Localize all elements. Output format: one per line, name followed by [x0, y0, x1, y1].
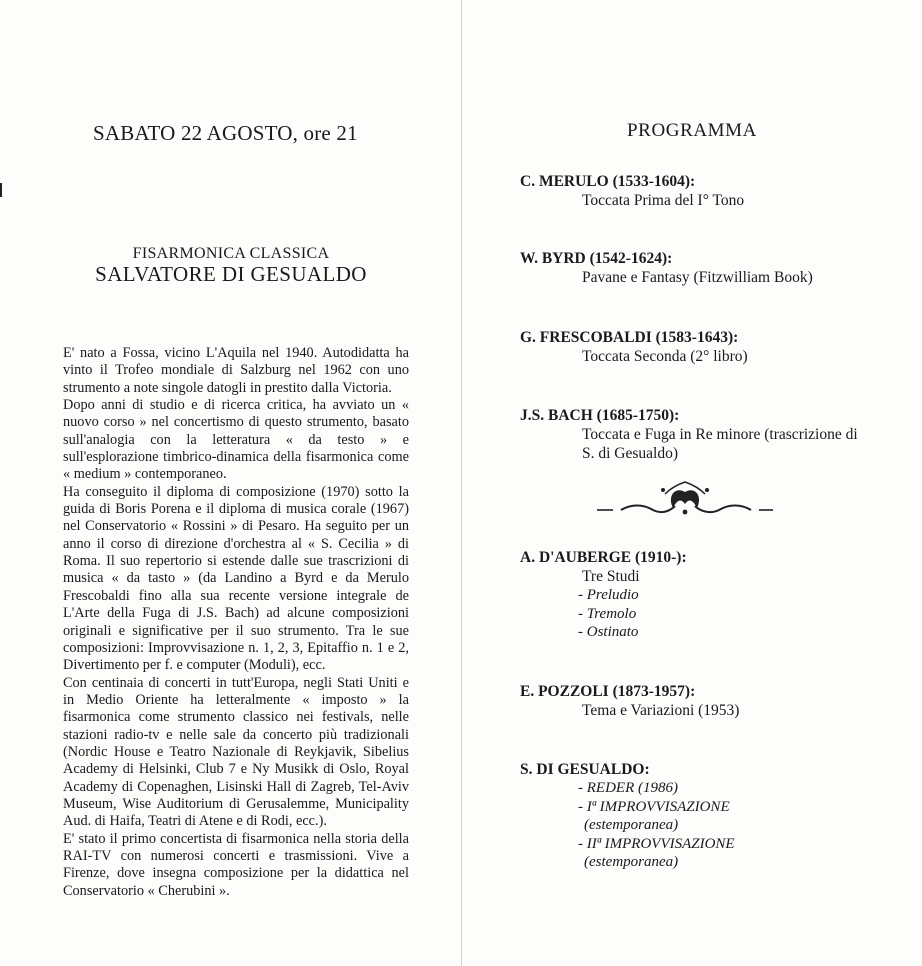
movement-item: - Tremolo [578, 605, 637, 622]
edge-mark [0, 183, 2, 197]
composer-name: G. FRESCOBALDI (1583-1643): [520, 329, 739, 346]
program-entry-merulo [520, 172, 920, 210]
ornament-divider [595, 478, 775, 518]
program-entry-frescobaldi [520, 328, 920, 366]
composer-name: S. DI GESUALDO: [520, 761, 650, 778]
program-entry-byrd [520, 249, 920, 287]
work-note: (estemporanea) [584, 817, 679, 833]
work-title: Toccata Prima del I° Tono [582, 192, 745, 209]
work-title: Toccata e Fuga in Re minore (trascrizione di S. di Gesualdo) [582, 426, 858, 462]
work-title: Toccata Seconda (2° libro) [582, 348, 748, 365]
work-item: - IIª IMPROVVISAZIONE [578, 835, 735, 852]
composer-name: W. BYRD (1542-1624): [520, 250, 673, 267]
program-entry-pozzoli [520, 682, 920, 720]
movement-item: - Preludio [578, 587, 639, 603]
performer-name: SALVATORE DI GESUALDO [95, 262, 367, 286]
bio-paragraph: E' nato a Fossa, vicino L'Aquila nel 1940. Autodidatta ha vinto il Trofeo mondiale di Salzburg nel 1962 con uno strumento a note singole datogli in prestito dalla Victoria. [63, 345, 409, 396]
concert-date: SABATO 22 AGOSTO, ore 21 [93, 121, 358, 145]
bio-paragraph: E' stato il primo concertista di fisarmonica nella storia della RAI-TV con numerosi concerti e trasmissioni. Vive a Firenze, dove insegna composizione per la didattica nel Conservatorio « Cherubini ». [63, 830, 409, 899]
bio-paragraph: Con centinaia di concerti in tutt'Europa, negli Stati Uniti e in Medio Oriente ha letteralmente « imposto » la fisarmonica come strumento classico nei festivals, nelle stazioni radio-tv e nelle sale da concerto più tradizionali (Nordic House e Teatro Nazionale di Reykjavik, Sibelius Academy di Helsinki, Club 7 e Ny Musikk di Oslo, Royal Academy di Copenaghen, Lisinski Hall di Zagreb, Tel-Aviv Museum, Wise Auditorium di Gerusalemme, Municipality Aud. di Haifa, Teatri di Atene e di Rodi, ecc.). [63, 674, 409, 830]
program-title: PROGRAMMA [627, 120, 757, 141]
work-note: (estemporanea) [584, 854, 679, 870]
work-title: Tre Studi [582, 568, 640, 585]
composer-name: E. POZZOLI (1873-1957): [520, 683, 696, 700]
work-item: - REDER (1986) [578, 780, 678, 796]
instrument-heading: FISARMONICA CLASSICA [132, 245, 330, 262]
composer-name: J.S. BACH (1685-1750): [520, 407, 680, 424]
program-entry-gesualdo [520, 760, 920, 872]
biography [63, 345, 409, 900]
program-entry-bach [520, 406, 920, 463]
work-item: - Iª IMPROVVISAZIONE [578, 798, 730, 815]
program-entry-dauberge [520, 548, 920, 642]
composer-name: C. MERULO (1533-1604): [520, 173, 696, 190]
movement-item: - Ostinato [578, 624, 639, 640]
work-title: Pavane e Fantasy (Fitzwilliam Book) [582, 269, 813, 286]
bio-paragraph: Dopo anni di studio e di ricerca critica, ha avviato un « nuovo corso » nel concertismo di questo strumento, basato sull'analogia con la letteratura « da testo » e sull'esplorazione timbrico-dinamica della fisarmonica come « medium » contemporaneo. [63, 397, 409, 483]
bio-paragraph: Ha conseguito il diploma di composizione (1970) sotto la guida di Boris Porena e il diploma di musica corale (1967) nel Conservatorio « Rossini » di Pesaro. Ha seguito per un anno il corso di direzione d'orchestra al « S. Cecilia » di Roma. Il suo repertorio si estende dalle sue trascrizioni di musica « da tasto » (da Landino a Byrd e da Merulo Frescobaldi fino alla sua recente versione integrale de L'Arte della Fuga di J.S. Bach) ad alcune composizioni originali e significative per il suo strumento. Tra le sue composizioni: Improvvisazione n. 1, 2, 3, Epitaffio n. 1 e 2, Divertimento per f. e computer (Moduli), ecc. [63, 483, 409, 674]
composer-name: A. D'AUBERGE (1910-): [520, 549, 687, 566]
work-title: Tema e Variazioni (1953) [582, 702, 740, 719]
